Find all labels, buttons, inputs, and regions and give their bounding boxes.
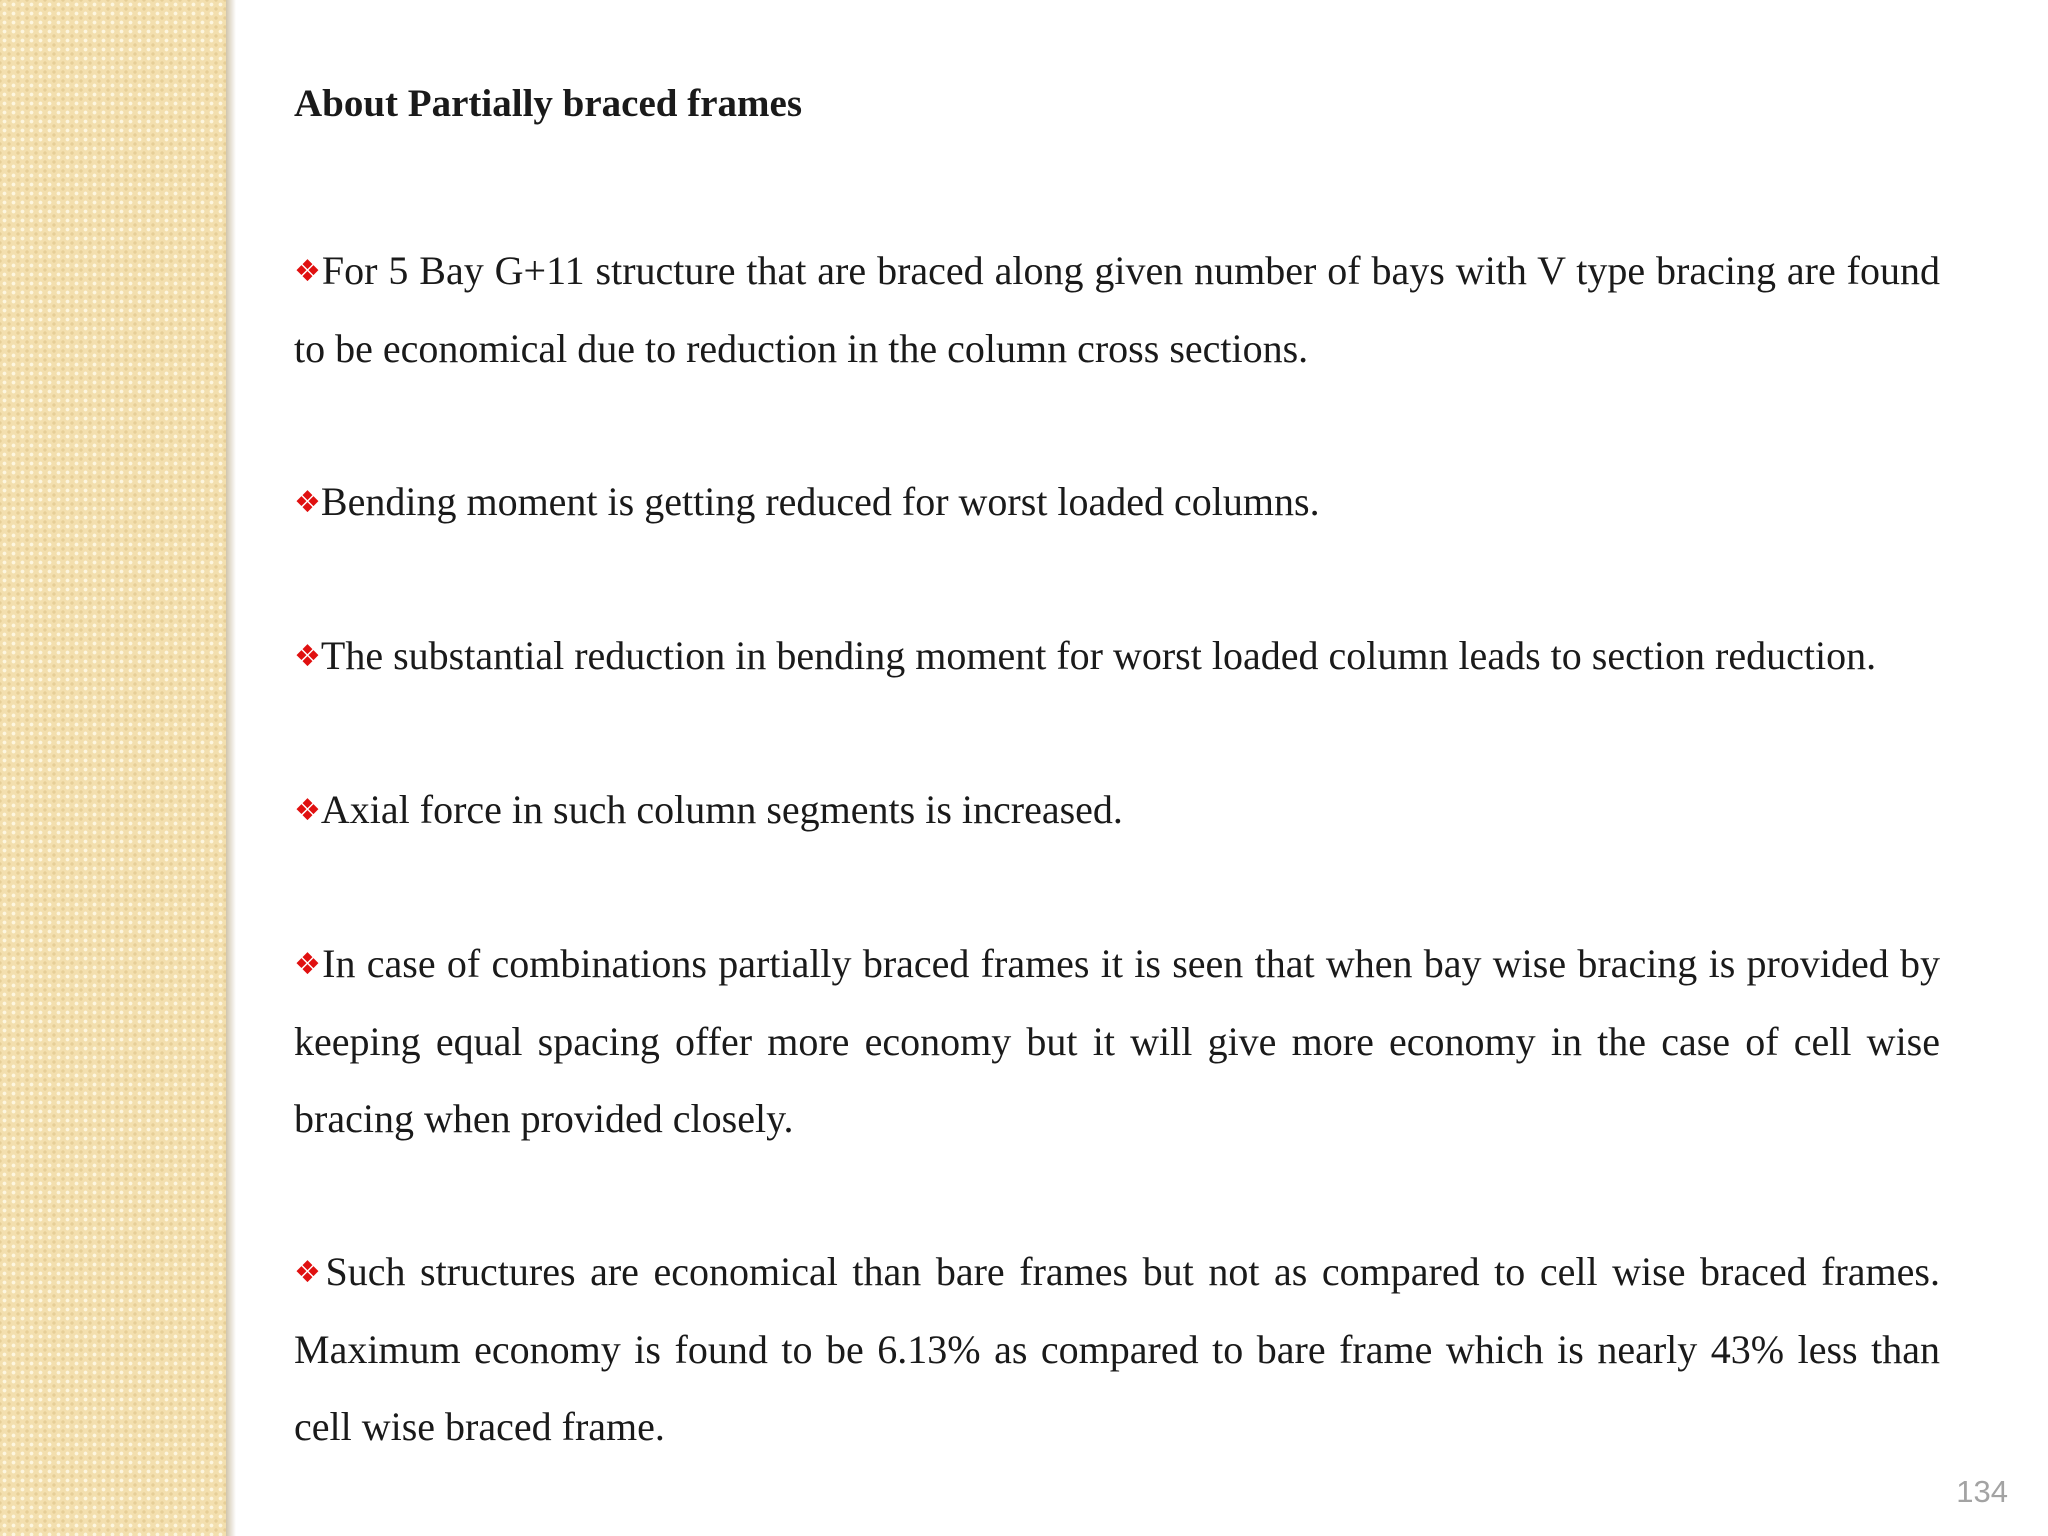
bullet-item: [294, 771, 1940, 849]
bullet-item: [294, 463, 1940, 541]
slide-content: [294, 78, 1940, 1465]
bullet-text: Such structures are economical than bare frames but not as compared to cell wise braced frames. Maximum economy is found to be 6.13% as compared to bare frame which is nearly 43% less than cell wise braced frame.: [294, 1249, 1940, 1449]
diamond-bullet-icon: ❖: [294, 1255, 326, 1290]
bullet-text: Axial force in such column segments is increased.: [320, 787, 1123, 832]
decorative-side-strip: [0, 0, 226, 1536]
page-number: 134: [1956, 1474, 2008, 1509]
diamond-bullet-icon: ❖: [294, 485, 321, 520]
diamond-bullet-icon: ❖: [294, 793, 321, 828]
side-strip-shadow: [226, 0, 236, 1536]
slide-title: About Partially braced frames: [294, 82, 802, 125]
bullet-item: [294, 925, 1940, 1157]
diamond-bullet-icon: ❖: [294, 639, 321, 674]
bullet-item: [294, 617, 1940, 695]
diamond-bullet-icon: ❖: [294, 254, 322, 289]
bullet-item: [294, 232, 1940, 387]
bullet-item: [294, 1233, 1940, 1465]
diamond-bullet-icon: ❖: [294, 947, 323, 982]
bullet-text: In case of combinations partially braced frames it is seen that when bay wise bracing is provided by keeping equal spacing offer more economy but it will give more economy in the case of cell wise bracing when provided closely.: [294, 941, 1940, 1141]
bullet-text: The substantial reduction in bending moment for worst loaded column leads to section reduction.: [320, 633, 1877, 678]
bullet-text: For 5 Bay G+11 structure that are braced along given number of bays with V type bracing are found to be economical due to reduction in the column cross sections.: [294, 248, 1940, 371]
bullet-text: Bending moment is getting reduced for worst loaded columns.: [320, 479, 1320, 524]
